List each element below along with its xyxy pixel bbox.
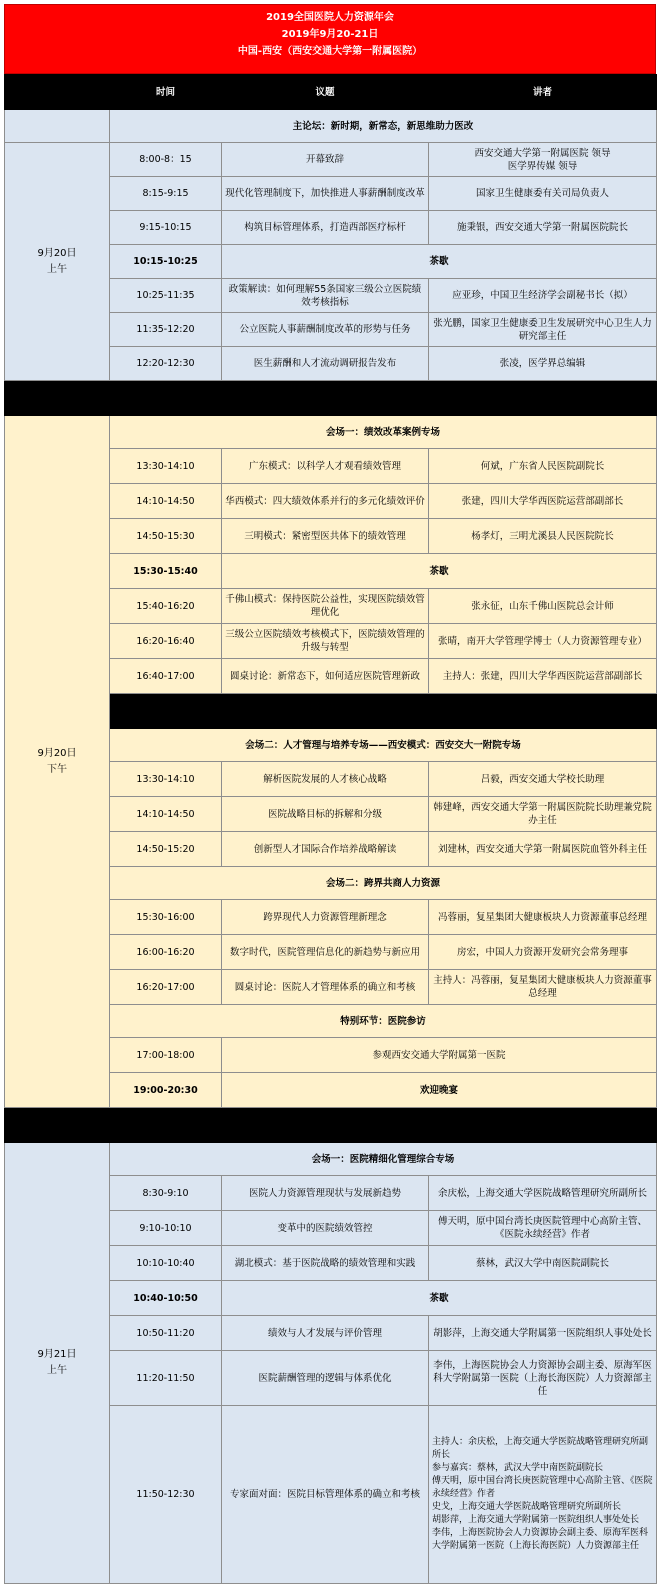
topic-cell: 构筑目标管理体系，打造西部医疗标杆 bbox=[222, 211, 429, 245]
time-cell: 10:15-10:25 bbox=[110, 245, 222, 279]
break-cell: 茶歇 bbox=[222, 554, 657, 589]
time-cell: 9:15-10:15 bbox=[110, 211, 222, 245]
forum-title: 主论坛：新时期，新常态，新思维助力医改 bbox=[110, 110, 657, 143]
topic-cell: 广东模式：以科学人才观看绩效管理 bbox=[222, 449, 429, 484]
agenda-table bbox=[4, 74, 657, 1584]
section-divider bbox=[5, 381, 657, 416]
speaker-cell: 刘建林，西安交通大学第一附属医院血管外科主任 bbox=[429, 832, 657, 867]
speaker-cell: 李伟，上海医院协会人力资源协会副主委、原海军医科大学附属第一医院（上海长海医院）人力资源部主任 bbox=[429, 1351, 657, 1406]
session-title-row bbox=[5, 1143, 657, 1176]
speaker-cell: 余庆松，上海交通大学医院战略管理研究所副所长 bbox=[429, 1176, 657, 1211]
speaker-cell: 韩建峰，西安交通大学第一附属医院院长助理兼党院办主任 bbox=[429, 797, 657, 832]
topic-cell: 专家面对面：医院目标管理体系的确立和考核 bbox=[222, 1406, 429, 1584]
time-cell: 12:20-12:30 bbox=[110, 347, 222, 381]
topic-cell: 变革中的医院绩效管控 bbox=[222, 1211, 429, 1246]
speaker-cell: 傅天明，原中国台湾长庚医院管理中心高阶主管、《医院永续经营》作者 bbox=[429, 1211, 657, 1246]
speaker-cell: 蔡林，武汉大学中南医院副院长 bbox=[429, 1246, 657, 1281]
topic-cell: 开幕致辞 bbox=[222, 143, 429, 177]
topic-cell: 解析医院发展的人才核心战略 bbox=[222, 762, 429, 797]
time-cell: 10:25-11:35 bbox=[110, 279, 222, 313]
time-cell: 8:00-8：15 bbox=[110, 143, 222, 177]
session-title: 特别环节：医院参访 bbox=[110, 1005, 657, 1038]
time-cell: 8:15-9:15 bbox=[110, 177, 222, 211]
session-title: 会场一：绩效改革案例专场 bbox=[110, 416, 657, 449]
time-cell: 17:00-18:00 bbox=[110, 1038, 222, 1073]
agenda-page bbox=[4, 4, 656, 1584]
time-cell: 13:30-14:10 bbox=[110, 762, 222, 797]
topic-cell: 数字时代，医院管理信息化的新趋势与新应用 bbox=[222, 935, 429, 970]
speaker-cell: 张建，四川大学华西医院运营部副部长 bbox=[429, 484, 657, 519]
speaker-cell: 冯蓉丽，复星集团大健康板块人力资源董事总经理 bbox=[429, 900, 657, 935]
time-cell: 19:00-20:30 bbox=[110, 1073, 222, 1108]
speaker-cell: 主持人：张建，四川大学华西医院运营部副部长 bbox=[429, 659, 657, 694]
speaker-cell: 西安交通大学第一附属医院 领导 医学界传媒 领导 bbox=[429, 143, 657, 177]
speaker-cell: 应亚珍，中国卫生经济学会副秘书长（拟） bbox=[429, 279, 657, 313]
speaker-cell: 施秉银，西安交通大学第一附属医院院长 bbox=[429, 211, 657, 245]
day-label: 9月20日 下午 bbox=[5, 416, 110, 1108]
speaker-cell: 何斌，广东省人民医院副院长 bbox=[429, 449, 657, 484]
topic-cell: 政策解读：如何理解55条国家三级公立医院绩效考核指标 bbox=[222, 279, 429, 313]
session-title: 会场一：医院精细化管理综合专场 bbox=[110, 1143, 657, 1176]
time-cell: 14:10-14:50 bbox=[110, 797, 222, 832]
speaker-cell: 张永征，山东千佛山医院总会计师 bbox=[429, 589, 657, 624]
topic-cell: 欢迎晚宴 bbox=[222, 1073, 657, 1108]
topic-cell: 跨界现代人力资源管理新理念 bbox=[222, 900, 429, 935]
time-cell: 16:20-16:40 bbox=[110, 624, 222, 659]
speaker-cell: 杨孝灯，三明尤溪县人民医院院长 bbox=[429, 519, 657, 554]
time-cell: 11:35-12:20 bbox=[110, 313, 222, 347]
time-cell: 15:30-16:00 bbox=[110, 900, 222, 935]
time-cell: 11:20-11:50 bbox=[110, 1351, 222, 1406]
speaker-cell: 主持人：冯蓉丽，复星集团大健康板块人力资源董事总经理 bbox=[429, 970, 657, 1005]
time-cell: 10:50-11:20 bbox=[110, 1316, 222, 1351]
col-time: 时间 bbox=[110, 75, 222, 110]
time-cell: 14:50-15:30 bbox=[110, 519, 222, 554]
speaker-cell: 主持人：余庆松，上海交通大学医院战略管理研究所副所长 参与嘉宾：蔡林，武汉大学中南医院副院长 傅天明，原中国台湾长庚医院管理中心高阶主管、《医院永续经营》作者 史戈，上海交通大学医院战略管理研究所副所长 胡影萍，上海交通大学附属第一医院组织人事处处长 李伟，上海医院协会人力资源协会副主委、原海军医科大学附属第一医院（上海长海医院）人力资源部主任 bbox=[429, 1406, 657, 1584]
speaker-cell: 胡影萍，上海交通大学附属第一医院组织人事处处长 bbox=[429, 1316, 657, 1351]
header-row bbox=[5, 75, 657, 110]
topic-cell: 医生薪酬和人才流动调研报告发布 bbox=[222, 347, 429, 381]
time-cell: 16:20-17:00 bbox=[110, 970, 222, 1005]
agenda-row bbox=[5, 143, 657, 177]
speaker-cell: 张凌，医学界总编辑 bbox=[429, 347, 657, 381]
time-cell: 16:40-17:00 bbox=[110, 659, 222, 694]
topic-cell: 医院战略目标的拆解和分级 bbox=[222, 797, 429, 832]
time-cell: 14:50-15:20 bbox=[110, 832, 222, 867]
time-cell: 8:30-9:10 bbox=[110, 1176, 222, 1211]
topic-cell: 参观西安交通大学附属第一医院 bbox=[222, 1038, 657, 1073]
topic-cell: 华西模式：四大绩效体系并行的多元化绩效评价 bbox=[222, 484, 429, 519]
time-cell: 9:10-10:10 bbox=[110, 1211, 222, 1246]
conference-banner bbox=[4, 4, 656, 74]
speaker-cell: 国家卫生健康委有关司局负责人 bbox=[429, 177, 657, 211]
time-cell: 15:30-15:40 bbox=[110, 554, 222, 589]
topic-cell: 创新型人才国际合作培养战略解读 bbox=[222, 832, 429, 867]
time-cell: 10:40-10:50 bbox=[110, 1281, 222, 1316]
session-title-row bbox=[5, 416, 657, 449]
topic-cell: 三级公立医院绩效考核模式下，医院绩效管理的升级与转型 bbox=[222, 624, 429, 659]
forum-title-row bbox=[5, 110, 657, 143]
day-label: 9月21日 上午 bbox=[5, 1143, 110, 1584]
conference-title: 2019全国医院人力资源年会 bbox=[266, 12, 394, 23]
break-cell: 茶歇 bbox=[222, 1281, 657, 1316]
topic-cell: 医院薪酬管理的逻辑与体系优化 bbox=[222, 1351, 429, 1406]
speaker-cell: 张晴，南开大学管理学博士（人力资源管理专业） bbox=[429, 624, 657, 659]
session-title: 会场二：人才管理与培养专场——西安模式：西安交大一附院专场 bbox=[110, 729, 657, 762]
topic-cell: 圆桌讨论：新常态下，如何适应医院管理新政 bbox=[222, 659, 429, 694]
time-cell: 11:50-12:30 bbox=[110, 1406, 222, 1584]
time-cell: 10:10-10:40 bbox=[110, 1246, 222, 1281]
time-cell: 14:10-14:50 bbox=[110, 484, 222, 519]
conference-venue: 中国-西安（西安交通大学第一附属医院） bbox=[237, 46, 423, 57]
speaker-cell: 吕毅，西安交通大学校长助理 bbox=[429, 762, 657, 797]
topic-cell: 现代化管理制度下，加快推进人事薪酬制度改革 bbox=[222, 177, 429, 211]
topic-cell: 医院人力资源管理现状与发展新趋势 bbox=[222, 1176, 429, 1211]
topic-cell: 圆桌讨论：医院人才管理体系的确立和考核 bbox=[222, 970, 429, 1005]
conference-dates: 2019年9月20-21日 bbox=[281, 29, 379, 40]
time-cell: 13:30-14:10 bbox=[110, 449, 222, 484]
section-divider bbox=[5, 1108, 657, 1143]
col-topic: 议题 bbox=[222, 75, 429, 110]
topic-cell: 三明模式：紧密型医共体下的绩效管理 bbox=[222, 519, 429, 554]
speaker-cell: 张光鹏，国家卫生健康委卫生发展研究中心卫生人力研究部主任 bbox=[429, 313, 657, 347]
col-speaker: 讲者 bbox=[429, 75, 657, 110]
time-cell: 16:00-16:20 bbox=[110, 935, 222, 970]
speaker-cell: 房宏，中国人力资源开发研究会常务理事 bbox=[429, 935, 657, 970]
topic-cell: 湖北模式：基于医院战略的绩效管理和实践 bbox=[222, 1246, 429, 1281]
day-label: 9月20日 上午 bbox=[5, 143, 110, 381]
break-cell: 茶歇 bbox=[222, 245, 657, 279]
topic-cell: 公立医院人事薪酬制度改革的形势与任务 bbox=[222, 313, 429, 347]
topic-cell: 千佛山模式：保持医院公益性，实现医院绩效管理优化 bbox=[222, 589, 429, 624]
topic-cell: 绩效与人才发展与评价管理 bbox=[222, 1316, 429, 1351]
session-title: 会场二：跨界共商人力资源 bbox=[110, 867, 657, 900]
time-cell: 15:40-16:20 bbox=[110, 589, 222, 624]
